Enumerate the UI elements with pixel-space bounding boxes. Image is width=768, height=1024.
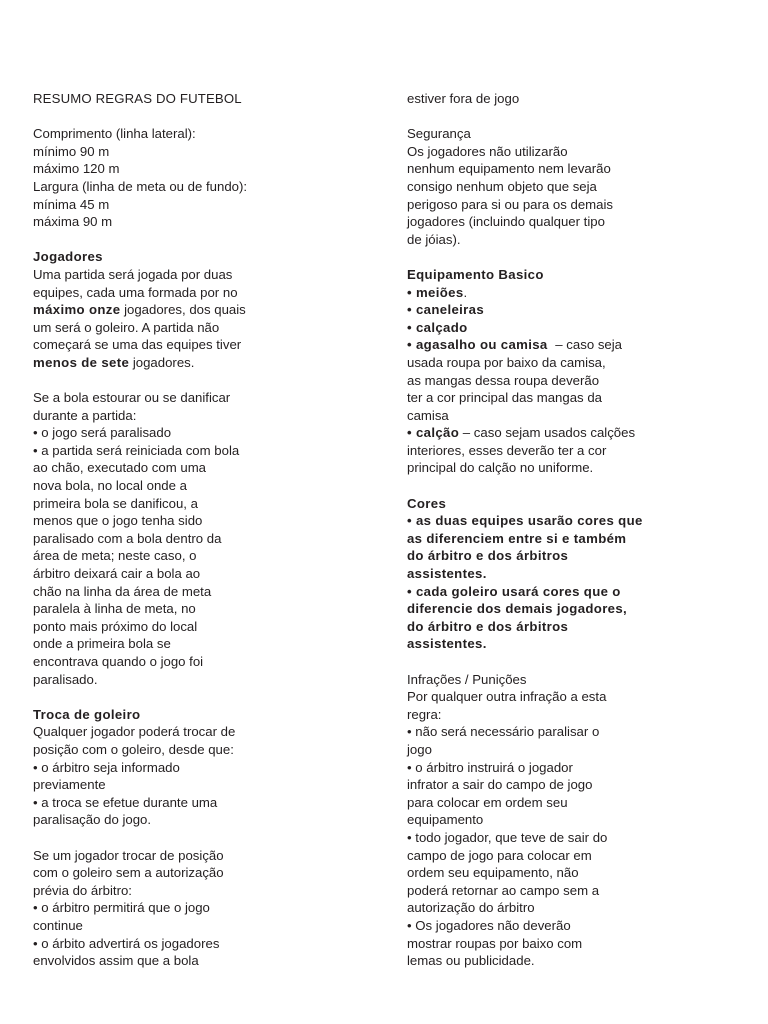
text-line: mínima 45 m	[33, 196, 110, 212]
text-line: • Os jogadores não deverão	[407, 917, 571, 933]
text-block-bola-danificada	[33, 389, 385, 688]
section-heading: Equipamento Basico	[407, 266, 544, 282]
section-heading: as diferenciem entre si e também	[407, 530, 627, 546]
text-line	[407, 284, 737, 302]
text-line: Uma partida será jogada por duas	[33, 266, 233, 282]
text-line: máximo 120 m	[33, 161, 120, 177]
text-line: Largura (linha de meta ou de fundo):	[33, 178, 248, 194]
text-block-dimensions	[33, 125, 385, 231]
text-line: paralisado.	[33, 671, 98, 687]
text-line: paralela à linha de meta, no	[33, 601, 196, 617]
text-line: principal do calção no uniforme.	[407, 460, 594, 476]
text-line: regra:	[407, 706, 442, 722]
text-line: começará se uma das equipes tiver	[33, 337, 242, 353]
text-line: • a troca se efetue durante uma	[33, 794, 218, 810]
text-line: durante a partida:	[33, 407, 137, 423]
text-line: as mangas dessa roupa deverão	[407, 372, 600, 388]
section-heading: • caneleiras	[407, 302, 485, 318]
text-run: .	[463, 284, 468, 300]
text-block-jogadores	[33, 248, 385, 371]
paragraph-spacer	[407, 108, 737, 126]
text-line: Os jogadores não utilizarão	[407, 143, 568, 159]
text-line	[407, 336, 737, 354]
section-heading: do árbitro e dos árbitros	[407, 618, 569, 634]
text-line: ao chão, executado com uma	[33, 460, 207, 476]
section-heading: Cores	[407, 495, 447, 511]
text-run: – caso seja	[551, 337, 623, 353]
text-run: jogadores.	[129, 354, 195, 370]
text-line: usada roupa por baixo da camisa,	[407, 354, 606, 370]
text-line: Segurança	[407, 126, 471, 142]
section-heading: Jogadores	[33, 249, 103, 265]
text-line: jogadores (incluindo qualquer tipo	[407, 214, 605, 230]
text-line: • não será necessário paralisar o	[407, 724, 600, 740]
text-line: equipes, cada uma formada por no	[33, 284, 238, 300]
section-heading: • cada goleiro usará cores que o	[407, 583, 621, 599]
text-line	[33, 354, 385, 372]
left-text-column	[33, 90, 385, 970]
section-heading: assistentes.	[407, 566, 487, 582]
text-line: • o jogo será paralisado	[33, 425, 172, 441]
emphasis-text: menos de sete	[33, 354, 130, 370]
text-line: perigoso para si ou para os demais	[407, 196, 613, 212]
text-line: jogo	[407, 741, 432, 757]
text-line: interiores, esses deverão ter a cor	[407, 442, 607, 458]
text-line: ordem seu equipamento, não	[407, 865, 579, 881]
text-line: • o árbitro permitirá que o jogo	[33, 900, 210, 916]
text-line: prévia do árbitro:	[33, 882, 132, 898]
emphasis-text: • calção	[407, 425, 460, 441]
text-line: máxima 90 m	[33, 214, 113, 230]
paragraph-spacer	[407, 477, 737, 495]
text-run: jogadores, dos quais	[120, 302, 246, 318]
text-line: mostrar roupas por baixo com	[407, 935, 583, 951]
text-block-equipamento-basico	[407, 266, 737, 477]
text-line: • o árbitro seja informado	[33, 759, 180, 775]
paragraph-spacer	[33, 829, 385, 847]
text-line: encontrava quando o jogo foi	[33, 654, 204, 669]
text-line: previamente	[33, 777, 106, 793]
text-line: mínimo 90 m	[33, 143, 110, 159]
text-block-continuation	[407, 90, 737, 108]
text-line: continue	[33, 917, 83, 933]
text-line: ter a cor principal das mangas da	[407, 390, 602, 406]
text-line: para colocar em ordem seu	[407, 794, 568, 810]
section-heading: do árbitro e dos árbitros	[407, 548, 569, 564]
text-line: onde a primeira bola se	[33, 636, 171, 652]
text-line: • a partida será reiniciada com bola	[33, 442, 240, 458]
text-line: envolvidos assim que a bola	[33, 953, 199, 969]
text-line: poderá retornar ao campo sem a	[407, 882, 600, 898]
text-line: Se um jogador trocar de posição	[33, 847, 224, 863]
text-line: posição com o goleiro, desde que:	[33, 741, 234, 757]
paragraph-spacer	[407, 653, 737, 671]
text-line: paralisação do jogo.	[33, 812, 152, 828]
emphasis-text: máximo onze	[33, 302, 121, 318]
text-line: chão na linha da área de meta	[33, 583, 212, 599]
text-line	[407, 424, 737, 442]
text-block-title	[33, 90, 385, 108]
text-line: • o árbito advertirá os jogadores	[33, 935, 220, 951]
text-line: lemas ou publicidade.	[407, 953, 535, 969]
text-line: ponto mais próximo do local	[33, 618, 198, 634]
section-heading: • as duas equipes usarão cores que	[407, 513, 643, 529]
paragraph-spacer	[33, 688, 385, 706]
text-line: autorização do árbitro	[407, 900, 535, 916]
emphasis-text: • agasalho ou camisa	[407, 337, 552, 353]
text-block-infracoes-punicoes	[407, 671, 737, 970]
emphasis-text: • meiões	[407, 284, 464, 300]
text-line: • todo jogador, que teve de sair do	[407, 829, 608, 845]
text-line: Comprimento (linha lateral):	[33, 126, 196, 142]
paragraph-spacer	[407, 248, 737, 266]
text-line: um será o goleiro. A partida não	[33, 319, 220, 335]
text-line	[33, 301, 385, 319]
text-line: menos que o jogo tenha sido	[33, 513, 203, 529]
text-line: infrator a sair do campo de jogo	[407, 777, 593, 793]
text-run: – caso sejam usados calções	[459, 425, 636, 441]
paragraph-spacer	[33, 231, 385, 249]
text-line: nova bola, no local onde a	[33, 478, 187, 494]
text-block-troca-de-goleiro	[33, 706, 385, 829]
text-block-seguranca	[407, 125, 737, 248]
text-line: com o goleiro sem a autorização	[33, 865, 224, 881]
section-heading: diferencie dos demais jogadores,	[407, 601, 628, 617]
section-heading: assistentes.	[407, 636, 487, 652]
text-line: • o árbitro instruirá o jogador	[407, 759, 573, 775]
text-line: camisa	[407, 407, 449, 423]
page-title: RESUMO REGRAS DO FUTEBOL	[33, 91, 242, 106]
right-text-column	[407, 90, 737, 970]
text-line: de jóias).	[407, 231, 461, 247]
text-block-troca-sem-autorizacao	[33, 847, 385, 970]
text-line: consigo nenhum objeto que seja	[407, 178, 597, 194]
text-line: primeira bola se danificou, a	[33, 495, 198, 511]
text-line: Qualquer jogador poderá trocar de	[33, 724, 236, 740]
text-line: Infrações / Punições	[407, 671, 527, 687]
paragraph-spacer	[33, 372, 385, 390]
text-line: equipamento	[407, 812, 484, 828]
text-line: árbitro deixará cair a bola ao	[33, 566, 201, 582]
text-line: Por qualquer outra infração a esta	[407, 689, 607, 705]
section-heading: • calçado	[407, 319, 468, 335]
text-line: nenhum equipamento nem levarão	[407, 161, 611, 177]
section-heading: Troca de goleiro	[33, 706, 141, 722]
text-line: área de meta; neste caso, o	[33, 548, 197, 564]
text-line: estiver fora de jogo	[407, 91, 520, 106]
text-line: Se a bola estourar ou se danificar	[33, 390, 231, 406]
text-line: paralisado com a bola dentro da	[33, 530, 222, 546]
paragraph-spacer	[33, 108, 385, 126]
text-block-cores	[407, 495, 737, 653]
text-line: campo de jogo para colocar em	[407, 847, 592, 863]
